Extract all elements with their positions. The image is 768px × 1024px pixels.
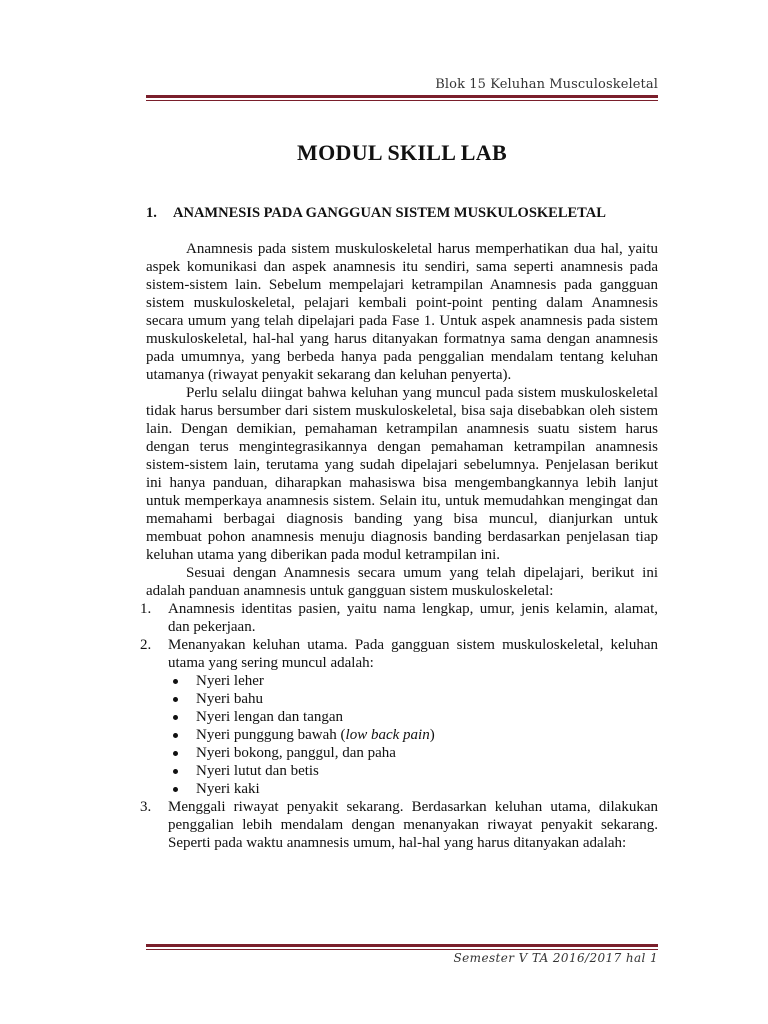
paragraph-1: Anamnesis pada sistem muskuloskeletal harus memperhatikan dua hal, yaitu aspek komunikasi dan aspek anamnesis itu sendiri, sama seperti anamnesis pada sistem-sistem lain. Sebelum mempelajari ketrampilan Anamnesis pada gangguan sistem muskuloskeletal, pelajari kembali point-point penting dalam Anamnesis secara umum yang telah dipelajari pada Fase 1. Untuk aspek anamnesis pada sistem muskuloskeletal, hal-hal yang harus ditanyakan formatnya sama dengan anamnesis pada umumnya, yang berbeda hanya pada penggalian mendalam tentang keluhan utamanya (riwayat penyakit sekarang dan keluhan penyerta).: [146, 241, 658, 383]
bullet-item: Nyeri bahu: [168, 690, 658, 708]
bullet-item: Nyeri leher: [168, 672, 658, 690]
bullet-icon: [173, 787, 178, 792]
bullet-icon: [173, 751, 178, 756]
bullet-icon: [173, 679, 178, 684]
section-title: ANAMNESIS PADA GANGGUAN SISTEM MUSKULOSKELETAL: [173, 205, 606, 221]
running-footer: Semester V TA 2016/2017 hal 1: [453, 951, 658, 965]
bullet-item: Nyeri lutut dan betis: [168, 762, 658, 780]
bullet-icon: [173, 697, 178, 702]
bullet-item: Nyeri lengan dan tangan: [168, 708, 658, 726]
section-number: 1.: [146, 205, 157, 221]
list-item: 1. Anamnesis identitas pasien, yaitu nama lengkap, umur, jenis kelamin, alamat, dan pekerjaan.: [140, 601, 658, 635]
body-content: [140, 240, 658, 852]
bullet-icon: [173, 715, 178, 720]
running-header: Blok 15 Keluhan Musculoskeletal: [435, 77, 658, 92]
paragraph-2: Perlu selalu diingat bahwa keluhan yang muncul pada sistem muskuloskeletal tidak harus bersumber dari sistem muskuloskeletal, bisa saja disebabkan oleh sistem lain. Dengan demikian, pemahaman ketrampilan anamnesis suatu sistem harus dengan terus mengintegrasikannya dengan pemahaman ketrampilan anamnesis sistem-sistem lain, terutama yang sudah dipelajari sebelumnya. Penjelasan berikut ini hanya panduan, diharapkan mahasiswa bisa mengembangkannya lebih lanjut untuk memperkaya anamnesis sistem. Selain itu, untuk memudahkan mengingat dan memahami berbagai diagnosis banding yang bisa muncul, dianjurkan untuk membuat pohon anamnesis menuju diagnosis banding berdasarkan penjelasan tiap keluhan utama yang diberikan pada modul ketrampilan ini.: [146, 385, 658, 563]
list-item: 3. Menggali riwayat penyakit sekarang. Berdasarkan keluhan utama, dilakukan penggalian lebih mendalam dengan menanyakan riwayat penyakit sekarang. Seperti pada waktu anamnesis umum, hal-hal yang harus ditanyakan adalah:: [140, 799, 658, 851]
complaint-list: [168, 672, 658, 798]
bullet-icon: [173, 733, 178, 738]
bullet-item: Nyeri punggung bawah (low back pain): [168, 726, 658, 744]
list-item: 2. Menanyakan keluhan utama. Pada gangguan sistem muskuloskeletal, keluhan utama yang sering muncul adalah: Nyeri leher Nyeri bahu Nyeri lengan dan tangan Nyeri punggung bawah (low back pain) Nyeri bokong, panggul, dan paha Nyeri lutut dan betis Nyeri kaki: [140, 637, 658, 797]
bullet-icon: [173, 769, 178, 774]
section-heading: [146, 205, 658, 222]
bullet-item: Nyeri bokong, panggul, dan paha: [168, 744, 658, 762]
footer-rule: [146, 944, 658, 950]
paragraph-3: Sesuai dengan Anamnesis secara umum yang telah dipelajari, berikut ini adalah panduan anamnesis untuk gangguan sistem muskuloskeletal:: [146, 565, 658, 599]
bullet-item: Nyeri kaki: [168, 780, 658, 798]
numbered-list: [140, 600, 658, 852]
header-rule: [146, 95, 658, 101]
page-title: MODUL SKILL LAB: [297, 140, 507, 165]
